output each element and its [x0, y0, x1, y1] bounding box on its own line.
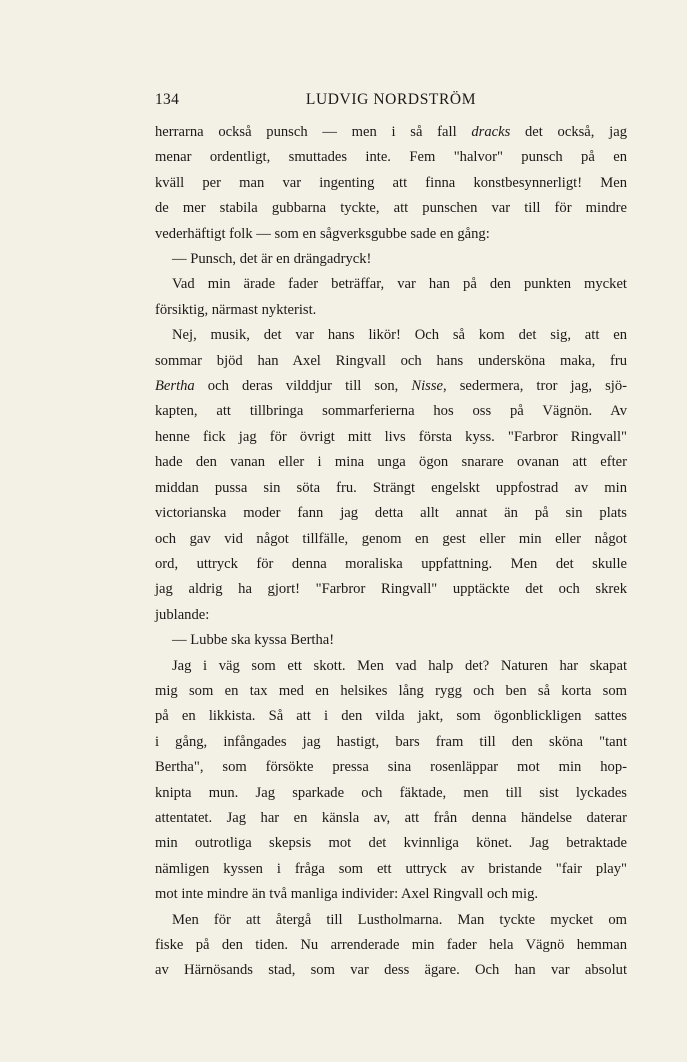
text-line: jublande:: [155, 606, 210, 623]
text-line: knipta mun. Jag sparkade och fäktade, men till sist lyckades: [155, 784, 627, 801]
text-line: Jag i väg som ett skott. Men vad halp det? Naturen har skapat: [172, 657, 627, 674]
text-line: Nej, musik, det var hans likör! Och så kom det sig, att en: [172, 327, 627, 344]
page-header: [155, 91, 627, 113]
text-line: — Punsch, det är en drängadryck!: [172, 251, 372, 268]
text-line: kapten, att tillbringa sommarferierna hos oss på Vägnön. Av: [155, 403, 627, 420]
text-line: fiske på den tiden. Nu arrenderade min fader hela Vägnö hemman: [155, 937, 627, 953]
text-line: försiktig, närmast nykterist.: [155, 301, 317, 318]
text-line: i gång, infångades jag hastigt, bars fram till den sköna "tant: [155, 733, 627, 750]
text-line: Men för att återgå till Lustholmarna. Man tyckte mycket om: [172, 911, 627, 928]
text-line: Bertha", som försökte pressa sina rosenläppar mot min hop-: [155, 759, 627, 776]
body-text: [155, 122, 627, 982]
text-line: mig som en tax med en helsikes lång rygg och ben så korta som: [155, 682, 627, 699]
text-line: på en likkista. Så att i den vilda jakt, som ögonblickligen sattes: [155, 708, 627, 725]
text-line: min outrotliga skepsis mot det kvinnliga könet. Jag betraktade: [155, 835, 627, 852]
text-line: hade den vanan eller i mina unga ögon snarare ovanan att efter: [155, 454, 627, 471]
text-line: jag aldrig ha gjort! "Farbror Ringvall" upptäckte det och skrek: [155, 581, 627, 598]
italic-name: Nisse: [411, 378, 444, 395]
paragraph: [155, 274, 627, 321]
dialog-paragraph: [155, 249, 627, 270]
text-line: Bertha och deras vilddjur till son, Nisse, sedermera, tror jag, sjö-: [155, 378, 627, 395]
text-line: mot inte mindre än två manliga individer: Axel Ringvall och mig.: [155, 886, 539, 903]
text-line: middan pussa sin söta fru. Strängt engelskt uppfostrad av min: [155, 479, 627, 496]
text-line: nämligen kyssen i fråga som ett uttryck av bristande "fair play": [155, 860, 627, 877]
italic-name: dracks: [471, 124, 511, 140]
text-line: de mer stabila gubbarna tyckte, att punschen var till för mindre: [155, 200, 627, 217]
page-number: 134: [155, 91, 180, 108]
text-line: henne fick jag för övrigt mitt livs första kyss. "Farbror Ringvall": [155, 428, 627, 445]
text-line: ord, uttryck för denna moraliska uppfattning. Men det skulle: [155, 555, 627, 572]
dialog-paragraph: [155, 630, 627, 651]
text-line: attentatet. Jag har en känsla av, att från denna händelse daterar: [155, 809, 627, 826]
text-line: herrarna också punsch — men i så fall dracks det också, jag: [155, 124, 627, 140]
text-line: kväll per man var ingenting att finna konstbesynnerligt! Men: [155, 174, 627, 191]
paragraph: [155, 325, 627, 626]
paragraph: [155, 910, 627, 982]
text-line: Vad min ärade fader beträffar, var han på den punkten mycket: [172, 276, 627, 293]
text-line: sommar bjöd han Axel Ringvall och hans undersköna maka, fru: [155, 352, 627, 369]
text-line: vederhäftigt folk — som en sågverksgubbe sade en gång:: [155, 225, 490, 242]
running-head: LUDVIG NORDSTRÖM: [305, 91, 477, 108]
text-line: victorianska moder fann jag detta allt annat än på sin plats: [155, 505, 627, 522]
text-line: menar ordentligt, smuttades inte. Fem "halvor" punsch på en: [155, 149, 627, 166]
text-line: av Härnösands stad, som var dess ägare. Och han var absolut: [155, 962, 627, 979]
text-line: och gav vid något tillfälle, genom en gest eller min eller något: [155, 530, 627, 547]
italic-name: Bertha: [155, 378, 195, 395]
text-line: — Lubbe ska kyssa Bertha!: [172, 632, 335, 649]
paragraph: [155, 122, 627, 245]
paragraph: [155, 656, 627, 906]
